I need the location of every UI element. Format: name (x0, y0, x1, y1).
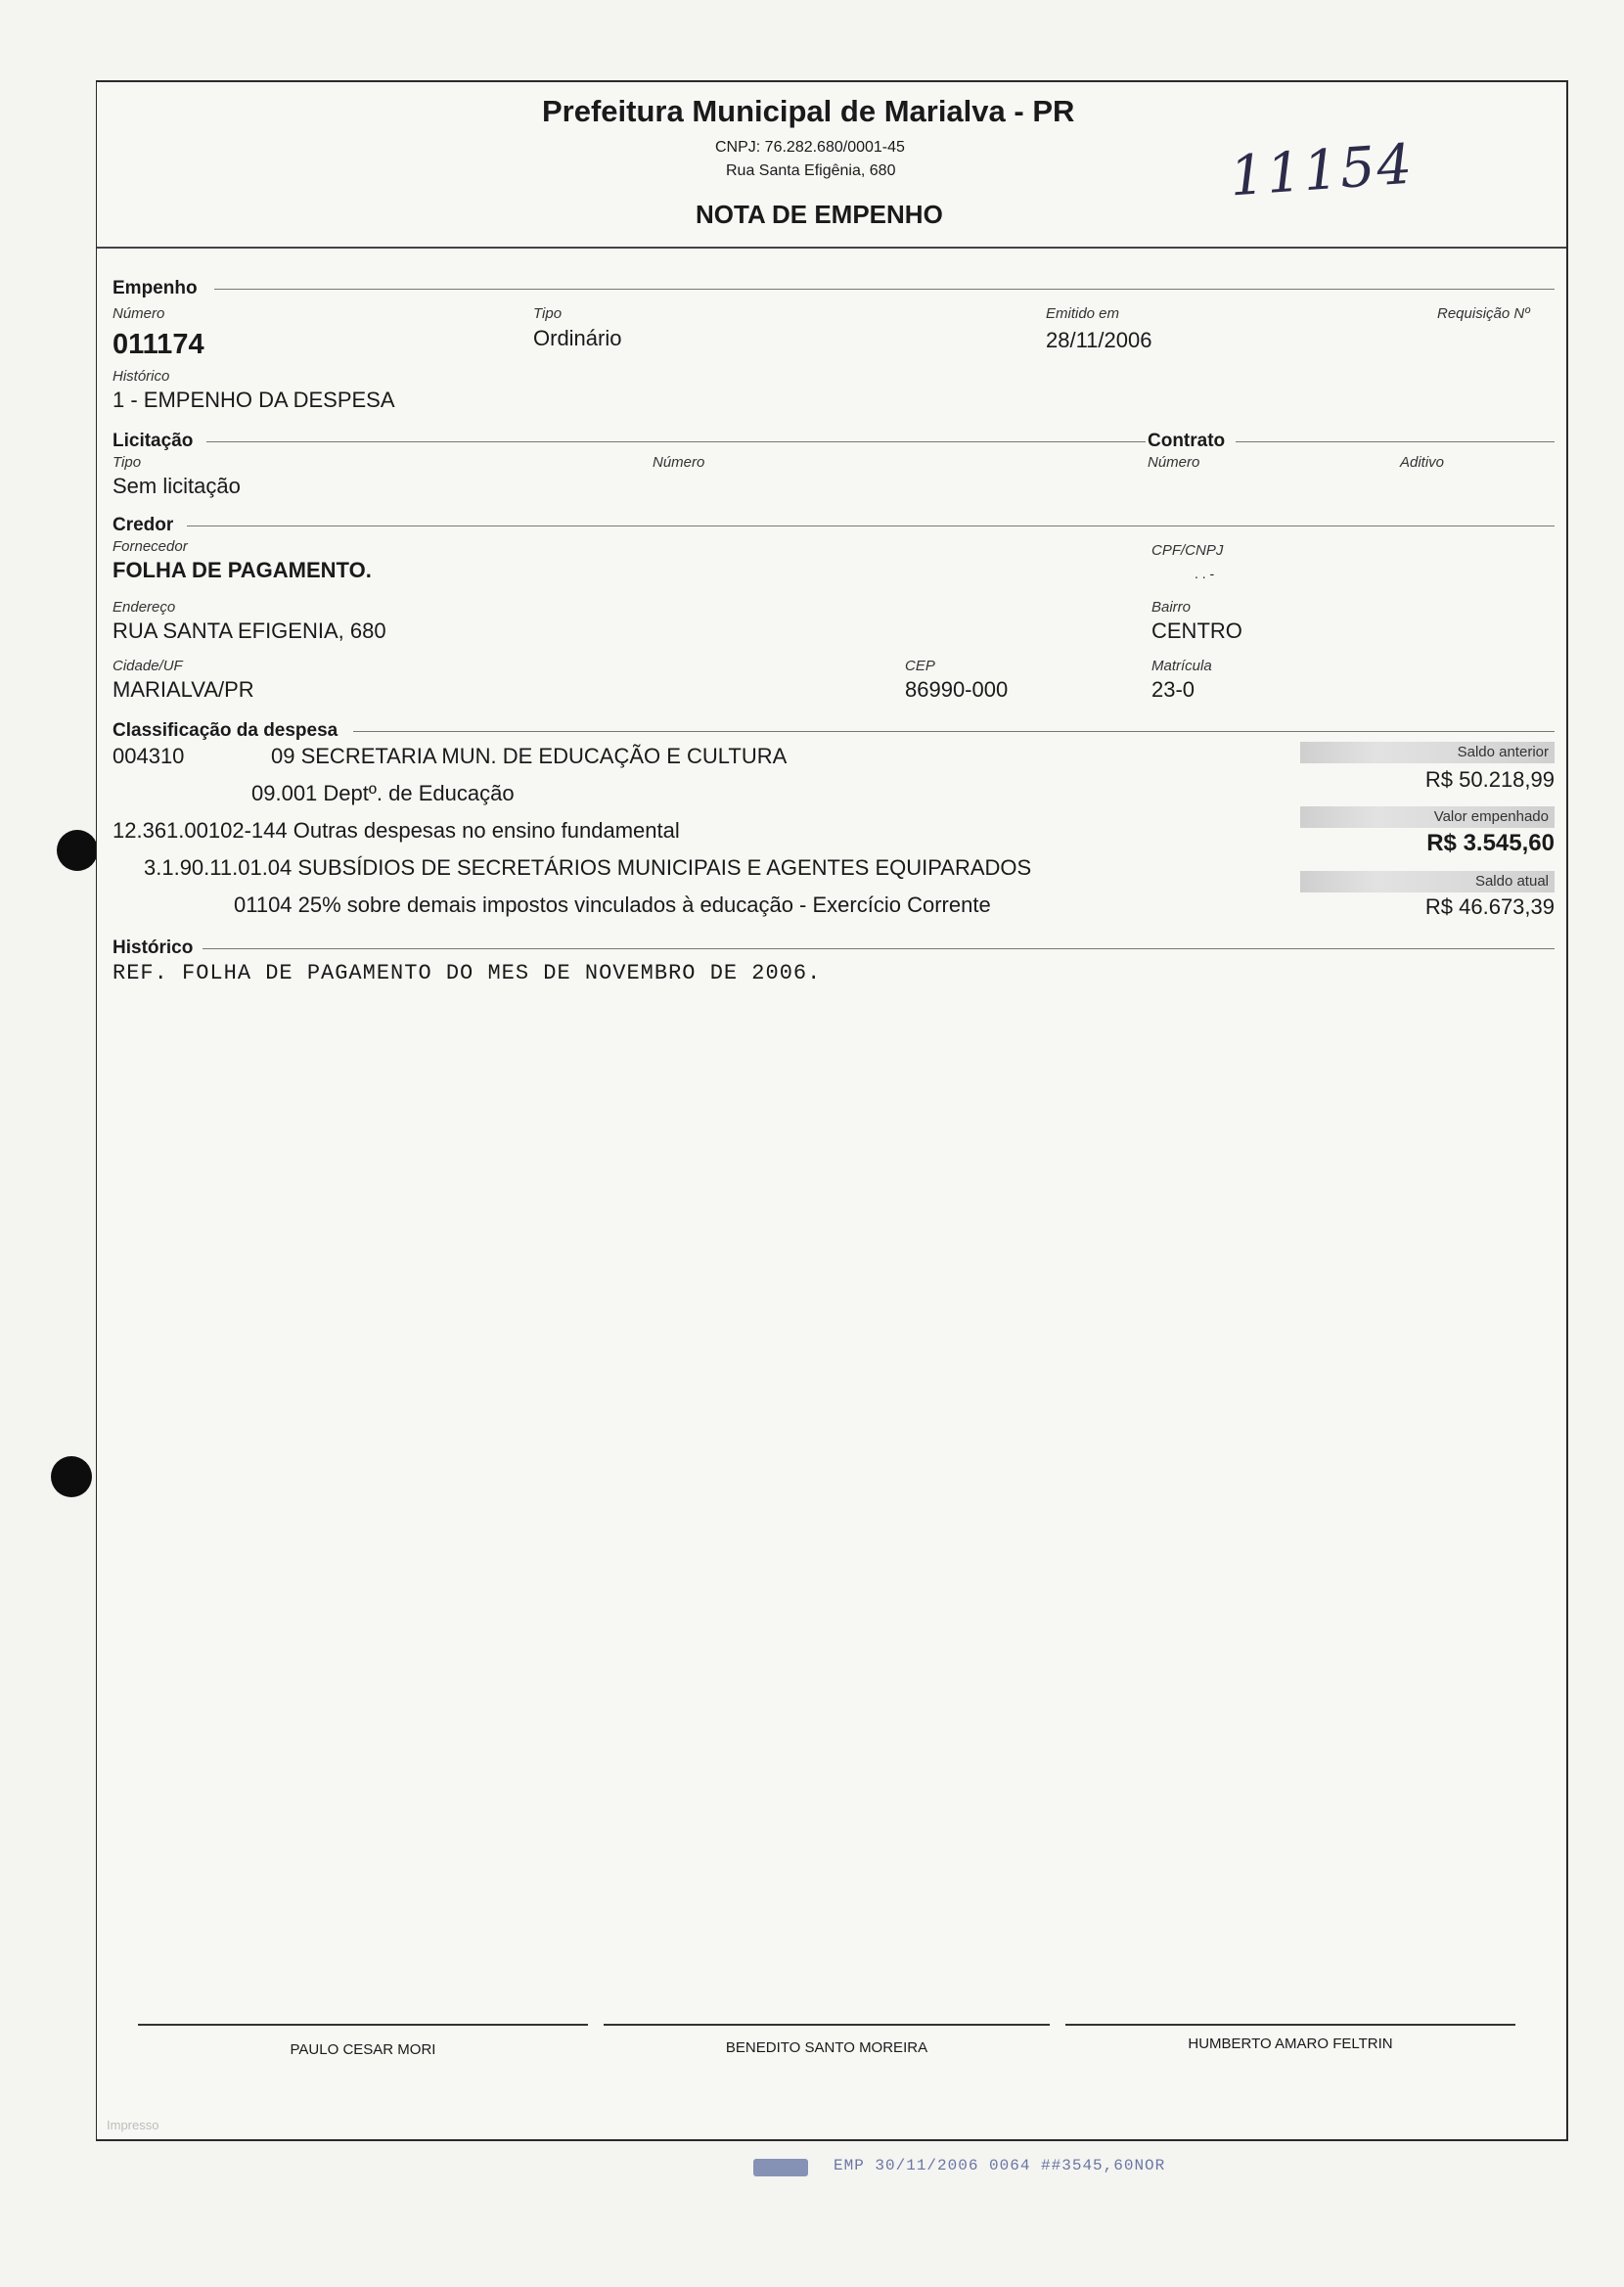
classificacao-rule (353, 731, 1555, 732)
unidade-line: 09.001 Deptº. de Educação (251, 781, 515, 805)
emitido-value: 28/11/2006 (1046, 328, 1152, 352)
protocol-stamp-icon (753, 2159, 808, 2176)
signature-name-2: BENEDITO SANTO MOREIRA (725, 2039, 928, 2056)
signature-line-3 (1065, 2024, 1515, 2026)
address-line: Rua Santa Efigênia, 680 (726, 162, 896, 179)
cidade-value: MARIALVA/PR (113, 677, 254, 702)
impresso-faint-text: Impresso (107, 2118, 159, 2132)
empenho-historico-value: 1 - EMPENHO DA DESPESA (113, 388, 395, 412)
licitacao-rule (206, 441, 1146, 442)
saldo-atual-value: R$ 46.673,39 (1424, 894, 1555, 919)
historico-rule (203, 948, 1555, 949)
credor-section-title: Credor (113, 515, 174, 535)
contrato-section-title: Contrato (1148, 431, 1226, 451)
saldo-anterior-value: R$ 50.218,99 (1424, 767, 1555, 792)
licitacao-tipo-value: Sem licitação (113, 474, 241, 498)
licitacao-section-title: Licitação (113, 431, 194, 451)
signature-name-1: PAULO CESAR MORI (290, 2041, 436, 2058)
signature-name-3: HUMBERTO AMARO FELTRIN (1188, 2035, 1393, 2052)
classificacao-section-title: Classificação da despesa (113, 720, 338, 741)
contrato-numero-label: Número (1148, 454, 1200, 471)
contrato-aditivo-label: Aditivo (1400, 454, 1445, 471)
historico-text: REF. FOLHA DE PAGAMENTO DO MES DE NOVEMBRO DE 2006. (113, 961, 822, 985)
licitacao-tipo-label: Tipo (113, 454, 142, 471)
document-title: NOTA DE EMPENHO (696, 200, 943, 229)
requisicao-label: Requisição Nº (1437, 305, 1530, 322)
matricula-value: 23-0 (1151, 677, 1195, 702)
punch-hole-top (57, 830, 98, 871)
endereco-label: Endereço (113, 599, 176, 616)
empenho-section-title: Empenho (113, 278, 198, 298)
empenho-sheet (96, 80, 1568, 2141)
orgao-line: 09 SECRETARIA MUN. DE EDUCAÇÃO E CULTURA (271, 744, 788, 768)
numero-label: Número (113, 305, 165, 322)
header-divider (97, 247, 1566, 249)
fonte-line: 01104 25% sobre demais impostos vinculados à educação - Exercício Corrente (234, 892, 991, 917)
classificacao-code: 004310 (113, 744, 185, 768)
protocol-stamp: EMP 30/11/2006 0064 ##3545,60NOR (834, 2157, 1166, 2174)
valor-empenhado-value: R$ 3.545,60 (1426, 830, 1555, 856)
cpf-value: . . - (1195, 566, 1215, 581)
bairro-label: Bairro (1151, 599, 1192, 616)
cpf-label: CPF/CNPJ (1151, 542, 1224, 559)
empenho-number: 011174 (113, 329, 204, 360)
endereco-value: RUA SANTA EFIGENIA, 680 (113, 618, 386, 643)
saldo-atual-label: Saldo atual (1300, 871, 1555, 892)
empenho-historico-label: Histórico (113, 368, 170, 385)
bairro-value: CENTRO (1151, 618, 1242, 643)
licitacao-numero-label: Número (653, 454, 705, 471)
matricula-label: Matrícula (1151, 658, 1212, 674)
empenho-rule (214, 289, 1555, 290)
tipo-value: Ordinário (533, 326, 622, 350)
valor-empenhado-label: Valor empenhado (1300, 806, 1555, 828)
emitido-label: Emitido em (1046, 305, 1120, 322)
signature-line-1 (138, 2024, 588, 2026)
elemento-line: 3.1.90.11.01.04 SUBSÍDIOS DE SECRETÁRIOS MUNICIPAIS E AGENTES EQUIPARADOS (144, 855, 1032, 880)
cep-label: CEP (905, 658, 935, 674)
fornecedor-label: Fornecedor (113, 538, 188, 555)
signature-line-2 (604, 2024, 1050, 2026)
prefeitura-title: Prefeitura Municipal de Marialva - PR (542, 94, 1075, 128)
cnpj-line: CNPJ: 76.282.680/0001-45 (715, 139, 905, 156)
saldo-anterior-label: Saldo anterior (1300, 742, 1555, 763)
contrato-rule (1236, 441, 1555, 442)
tipo-label: Tipo (533, 305, 563, 322)
historico-section-title: Histórico (113, 938, 194, 958)
punch-hole-bottom (51, 1456, 92, 1497)
fornecedor-value: FOLHA DE PAGAMENTO. (113, 558, 372, 582)
handwritten-number: 11154 (1227, 132, 1417, 209)
cep-value: 86990-000 (905, 677, 1009, 702)
cidade-label: Cidade/UF (113, 658, 183, 674)
funcional-line: 12.361.00102-144 Outras despesas no ensino fundamental (113, 818, 680, 843)
